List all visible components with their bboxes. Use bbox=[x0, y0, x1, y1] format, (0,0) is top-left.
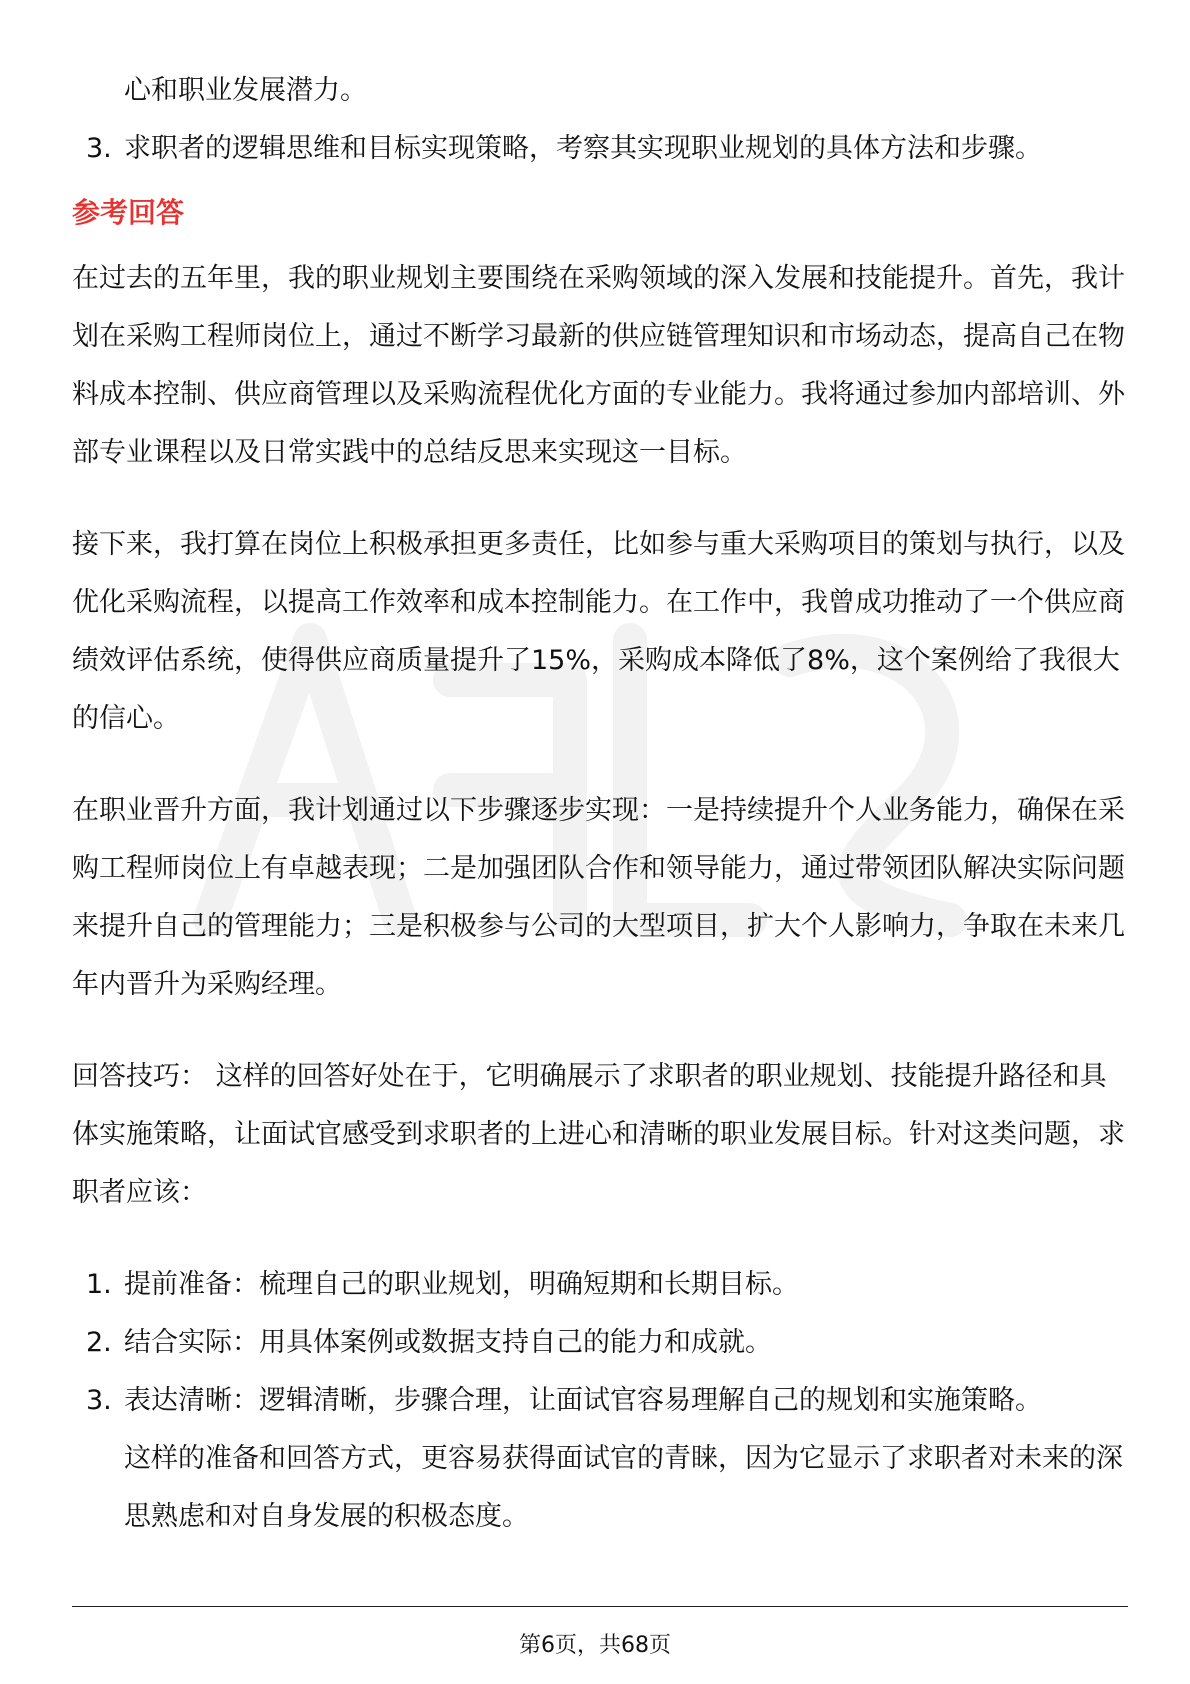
top-list bbox=[72, 120, 1128, 178]
list-item-text: 求职者的逻辑思维和目标实现策略，考察其实现职业规划的具体方法和步骤。 bbox=[124, 133, 1042, 164]
section-title: 参考回答 bbox=[72, 196, 185, 229]
list-item-continuation: 心和职业发展潜力。 bbox=[124, 75, 367, 106]
tips-closing: 这样的准备和回答方式，更容易获得面试官的青睐，因为它显示了求职者对未来的深思熟虑和对自身发展的积极态度。 bbox=[124, 1443, 1123, 1532]
list-item bbox=[72, 1314, 1128, 1372]
list-item-text: 表达清晰：逻辑清晰，步骤合理，让面试官容易理解自己的规划和实施策略。 bbox=[124, 1385, 1042, 1416]
list-item-text: 结合实际：用具体案例或数据支持自己的能力和成就。 bbox=[124, 1327, 772, 1358]
footer-divider bbox=[72, 1606, 1128, 1607]
answer-tips-intro: 回答技巧： 这样的回答好处在于，它明确展示了求职者的职业规划、技能提升路径和具体实施策略，让面试官感受到求职者的上进心和清晰的职业发展目标。针对这类问题，求职者应该： bbox=[72, 1061, 1125, 1208]
answer-paragraph-2: 接下来，我打算在岗位上积极承担更多责任，比如参与重大采购项目的策划与执行，以及优化采购流程，以提高工作效率和成本控制能力。在工作中，我曾成功推动了一个供应商绩效评估系统，使得供应商质量提升了15%，采购成本降低了8%，这个案例给了我很大的信心。 bbox=[72, 529, 1125, 734]
page-number: 第6页，共68页 bbox=[519, 1633, 671, 1658]
answer-paragraph-1: 在过去的五年里，我的职业规划主要围绕在采购领域的深入发展和技能提升。首先，我计划在采购工程师岗位上，通过不断学习最新的供应链管理知识和市场动态，提高自己在物料成本控制、供应商管理以及采购流程优化方面的专业能力。我将通过参加内部培训、外部专业课程以及日常实践中的总结反思来实现这一目标。 bbox=[72, 263, 1125, 468]
list-item-number: 2. bbox=[86, 1327, 112, 1358]
list-item-number: 3. bbox=[86, 1385, 112, 1416]
page-content bbox=[72, 62, 1128, 1546]
tips-list bbox=[72, 1256, 1128, 1430]
list-item bbox=[72, 120, 1128, 178]
list-item bbox=[72, 1372, 1128, 1430]
answer-paragraph-3: 在职业晋升方面，我计划通过以下步骤逐步实现：一是持续提升个人业务能力，确保在采购工程师岗位上有卓越表现；二是加强团队合作和领导能力，通过带领团队解决实际问题来提升自己的管理能力；三是积极参与公司的大型项目，扩大个人影响力，争取在未来几年内晋升为采购经理。 bbox=[72, 795, 1125, 1000]
list-item-text: 提前准备：梳理自己的职业规划，明确短期和长期目标。 bbox=[124, 1269, 799, 1300]
list-item-number: 3. bbox=[86, 133, 112, 164]
list-item-number: 1. bbox=[86, 1269, 112, 1300]
list-item bbox=[72, 1256, 1128, 1314]
